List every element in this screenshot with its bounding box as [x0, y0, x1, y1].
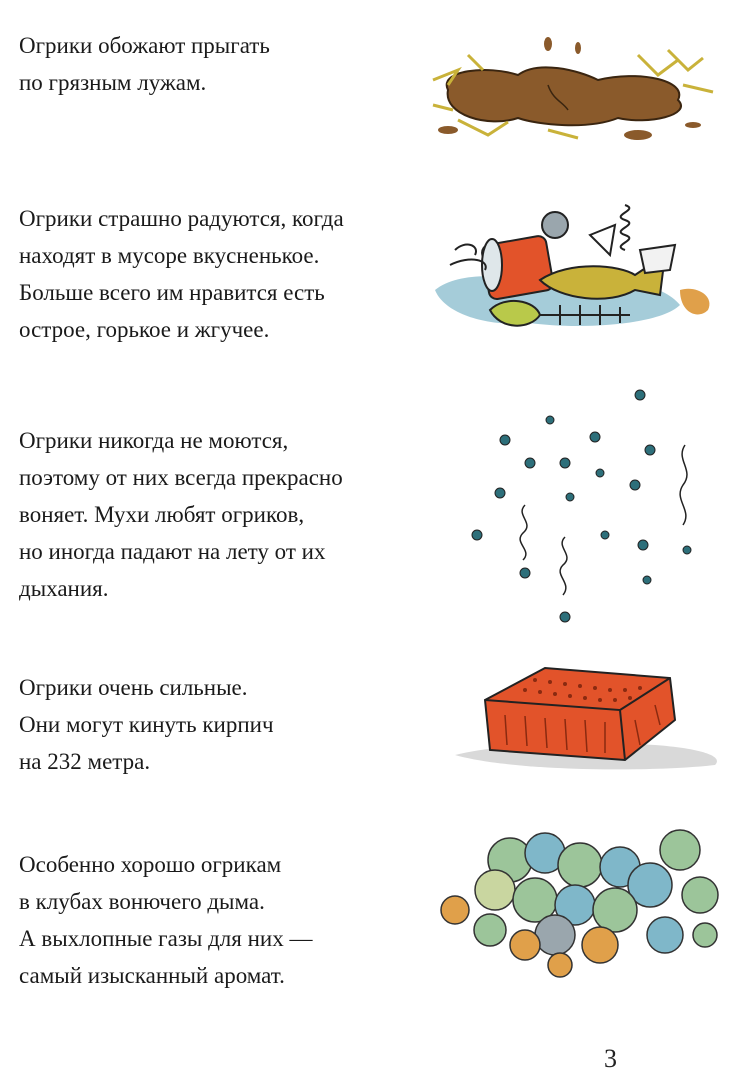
section-text [19, 669, 429, 780]
text-line: поэтому от них всегда прекрасно [19, 465, 343, 490]
text-line: Особенно хорошо огрикам [19, 852, 282, 877]
text-line: дыхания. [19, 576, 109, 601]
page-number: 3 [604, 1044, 617, 1073]
text-line: Огрики страшно радуются, когда [19, 206, 344, 231]
section-text [19, 422, 429, 607]
smoke-illustration [435, 825, 730, 980]
brick-illustration [455, 660, 735, 775]
text-line: воняет. Мухи любят огриков, [19, 502, 305, 527]
puddle-illustration [428, 30, 718, 145]
text-line: Они могут кинуть кирпич [19, 712, 274, 737]
text-line: но иногда падают на лету от их [19, 539, 326, 564]
section-text [19, 27, 429, 101]
text-line: самый изысканный аромат. [19, 963, 285, 988]
trash-illustration [430, 195, 720, 340]
section-text [19, 846, 429, 994]
text-line: А выхлопные газы для них — [19, 926, 313, 951]
text-line: Огрики очень сильные. [19, 675, 248, 700]
text-line: Огрики обожают прыгать [19, 33, 270, 58]
text-line: по грязным лужам. [19, 70, 207, 95]
text-line: в клубах вонючего дыма. [19, 889, 265, 914]
section-text [19, 200, 429, 348]
text-line: Огрики никогда не моются, [19, 428, 289, 453]
text-line: на 232 метра. [19, 749, 151, 774]
flies-illustration [465, 385, 705, 630]
text-line: Больше всего им нравится есть [19, 280, 325, 305]
text-line: находят в мусоре вкусненькое. [19, 243, 320, 268]
text-line: острое, горькое и жгучее. [19, 317, 270, 342]
